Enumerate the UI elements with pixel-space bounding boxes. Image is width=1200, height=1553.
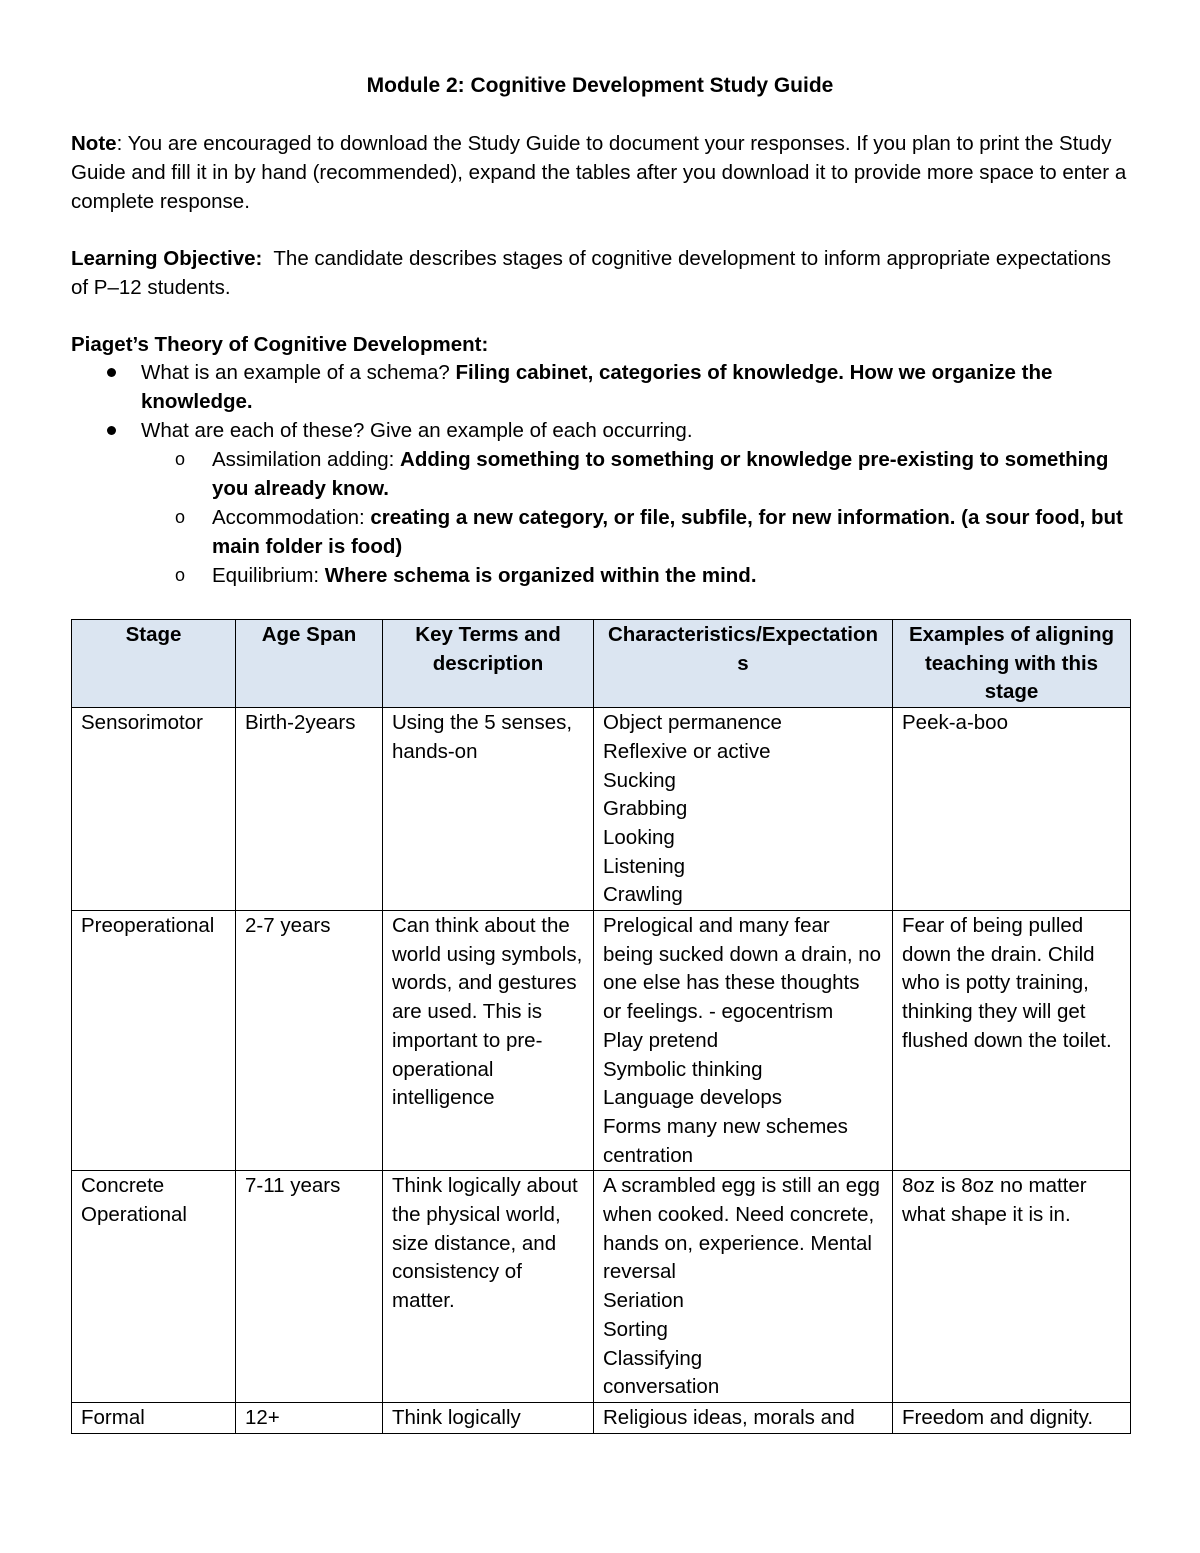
- examples-cell: Peek-a-boo: [893, 708, 1131, 911]
- stages-table: [71, 619, 1131, 1434]
- examples-cell: Fear of being pulled down the drain. Child who is potty training, thinking they will get flushed down the toilet.: [893, 911, 1131, 1171]
- characteristic-line: conversation: [603, 1375, 720, 1399]
- piaget-heading: Piaget’s Theory of Cognitive Development:: [71, 333, 489, 356]
- characteristic-line: Listening: [603, 854, 686, 878]
- note-label: Note: [71, 132, 117, 155]
- stage-cell: Formal: [72, 1402, 236, 1433]
- schema-question: What is an example of a schema?: [141, 361, 456, 384]
- characteristic-line: Crawling: [603, 883, 683, 907]
- characteristics-cell: [594, 1402, 893, 1433]
- age-cell: 12+: [236, 1402, 383, 1433]
- circle-bullet-icon: o: [175, 449, 186, 469]
- table-header-row: [72, 620, 1131, 708]
- equilibrium-answer: Where schema is organized within the mind.: [324, 564, 757, 587]
- characteristic-line: Prelogical and many fear being sucked down a drain, no one else has these thoughts or feelings. - egocentrism: [603, 914, 882, 1024]
- note-paragraph: [71, 129, 1131, 216]
- characteristics-cell: [594, 708, 893, 911]
- header-age-span: Age Span: [236, 620, 383, 708]
- header-stage: Stage: [72, 620, 236, 708]
- characteristic-line: Grabbing: [603, 797, 688, 821]
- list-item: [71, 445, 1131, 503]
- objective-text: The candidate describes stages of cognitive development to inform appropriate expectations of P–12 students.: [71, 247, 1117, 299]
- header-examples: Examples of aligning teaching with this stage: [893, 620, 1131, 708]
- examples-question: What are each of these? Give an example of each occurring.: [141, 419, 693, 442]
- accommodation-answer: creating a new category, or file, subfile, for new information. (a sour food, but main folder is food): [212, 506, 1123, 558]
- table-row: [72, 911, 1131, 1171]
- examples-cell: Freedom and dignity.: [893, 1402, 1131, 1433]
- examples-cell: 8oz is 8oz no matter what shape it is in.: [893, 1171, 1131, 1403]
- key-terms-cell: Think logically: [383, 1402, 594, 1433]
- characteristic-line: Sucking: [603, 768, 676, 792]
- characteristic-line: Sorting: [603, 1317, 668, 1341]
- key-terms-cell: Can think about the world using symbols, words, and gestures are used. This is important to pre-operational intelligence: [383, 911, 594, 1171]
- age-cell: 2-7 years: [236, 911, 383, 1171]
- key-terms-cell: Think logically about the physical world, size distance, and consistency of matter.: [383, 1171, 594, 1403]
- header-key-terms: Key Terms and description: [383, 620, 594, 708]
- objective-label: Learning Objective:: [71, 247, 263, 270]
- circle-bullet-icon: o: [175, 507, 186, 527]
- assimilation-answer: Adding something to something or knowledge pre-existing to something you already know.: [212, 448, 1109, 500]
- stage-cell: Concrete Operational: [72, 1171, 236, 1403]
- characteristics-cell: [594, 911, 893, 1171]
- header-characteristics: Characteristics/Expectations: [594, 620, 893, 708]
- characteristic-line: Religious ideas, morals and: [603, 1405, 855, 1429]
- list-item: [71, 503, 1131, 561]
- bullet-icon: [107, 426, 116, 435]
- piaget-questions: [71, 358, 1131, 590]
- characteristic-line: Object permanence: [603, 711, 782, 735]
- bullet-icon: [107, 368, 116, 377]
- characteristics-cell: [594, 1171, 893, 1403]
- characteristic-line: A scrambled egg is still an egg when cooked. Need concrete, hands on, experience. Mental reversal: [603, 1174, 880, 1284]
- age-cell: Birth-2years: [236, 708, 383, 911]
- table-row: [72, 1402, 1131, 1433]
- note-text: : You are encouraged to download the Study Guide to document your responses. If you plan to print the Study Guide and fill it in by hand (recommended), expand the tables after you download it to provide more space to enter a complete response.: [71, 132, 1127, 213]
- characteristic-line: Forms many new schemes: [603, 1114, 848, 1138]
- page-title: Module 2: Cognitive Development Study Guide: [366, 74, 834, 97]
- characteristic-line: Seriation: [603, 1289, 684, 1313]
- characteristic-line: Classifying: [603, 1346, 703, 1370]
- age-cell: 7-11 years: [236, 1171, 383, 1403]
- table-row: [72, 1171, 1131, 1403]
- circle-bullet-icon: o: [175, 565, 186, 585]
- equilibrium-label: Equilibrium:: [212, 564, 325, 587]
- accommodation-label: Accommodation:: [212, 506, 371, 529]
- schema-answer: Filing cabinet, categories of knowledge. How we organize the knowledge.: [141, 361, 1053, 413]
- list-item: [71, 358, 1131, 416]
- characteristic-line: Language develops: [603, 1086, 782, 1110]
- table-row: [72, 708, 1131, 911]
- assimilation-label: Assimilation adding:: [212, 448, 401, 471]
- list-item: [71, 416, 1131, 445]
- characteristic-line: Reflexive or active: [603, 739, 771, 763]
- characteristic-line: centration: [603, 1143, 694, 1167]
- characteristic-line: Symbolic thinking: [603, 1057, 763, 1081]
- list-item: [71, 561, 1131, 590]
- key-terms-cell: Using the 5 senses, hands-on: [383, 708, 594, 911]
- objective-paragraph: [71, 244, 1131, 302]
- stage-cell: Sensorimotor: [72, 708, 236, 911]
- stage-cell: Preoperational: [72, 911, 236, 1171]
- characteristic-line: Play pretend: [603, 1028, 719, 1052]
- characteristic-line: Looking: [603, 825, 675, 849]
